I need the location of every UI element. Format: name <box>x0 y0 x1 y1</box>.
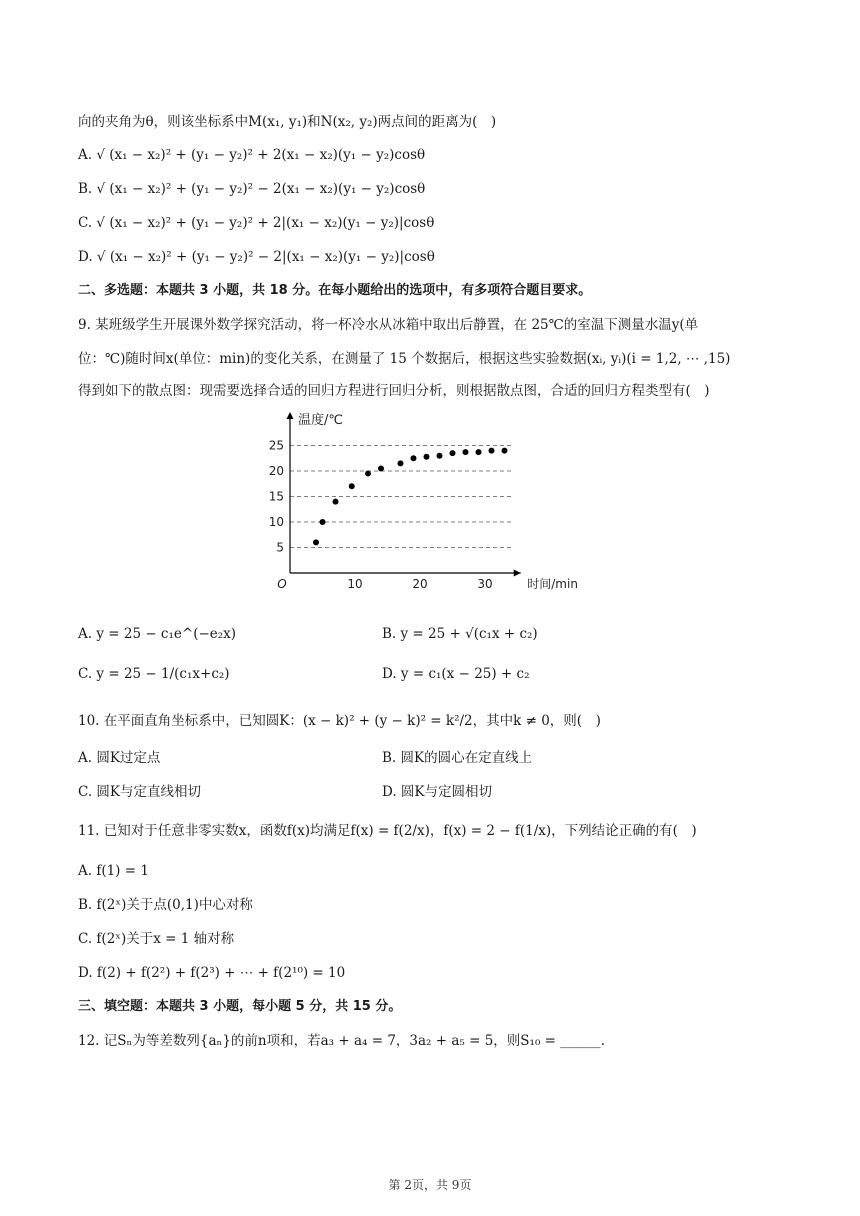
q9-option-b: B. y = 25 + √(c₁x + c₂) <box>382 626 538 642</box>
x-axis-arrow-icon <box>514 570 521 577</box>
q11-option-c: C. f(2ˣ)关于x = 1 轴对称 <box>78 931 235 947</box>
q10-option-b: B. 圆K的圆心在定直线上 <box>382 750 533 766</box>
scatter-point <box>437 453 443 459</box>
q9-line-1: 9. 某班级学生开展课外数学探究活动，将一杯冷水从冰箱中取出后静置，在 25℃的室温下测量水温y(单 <box>78 317 699 333</box>
q9-option-c: C. y = 25 − 1/(c₁x+c₂) <box>78 666 230 682</box>
section-3-heading: 三、填空题：本题共 3 小题，每小题 5 分，共 15 分。 <box>78 999 402 1014</box>
q8-option-a: A. √ (x₁ − x₂)² + (y₁ − y₂)² + 2(x₁ − x₂)(y₁ − y₂)cosθ <box>78 147 426 163</box>
q9-option-d: D. y = c₁(x − 25) + c₂ <box>382 666 530 682</box>
y-tick-label: 5 <box>276 540 284 555</box>
q8-stem-tail: 向的夹角为θ，则该坐标系中M(x₁, y₁)和N(x₂, y₂)两点间的距离为( ) <box>78 114 497 130</box>
scatter-point <box>398 460 404 466</box>
x-tick-label: 30 <box>477 577 493 591</box>
origin-label: O <box>277 577 287 591</box>
scatter-point <box>450 450 456 456</box>
q8-option-b: B. √ (x₁ − x₂)² + (y₁ − y₂)² − 2(x₁ − x₂)(y₁ − y₂)cosθ <box>78 181 426 197</box>
y-tick-label: 20 <box>268 464 284 478</box>
y-tick-label: 10 <box>268 515 284 529</box>
q10-option-a: A. 圆K过定点 <box>78 750 161 766</box>
scatter-point <box>333 499 339 505</box>
y-tick-label: 15 <box>268 489 284 504</box>
scatter-point <box>349 483 355 489</box>
y-axis-arrow-icon <box>287 412 294 419</box>
q11-option-b: B. f(2ˣ)关于点(0,1)中心对称 <box>78 897 253 913</box>
q9-line-3: 得到如下的散点图：现需要选择合适的回归方程进行回归分析，则根据散点图，合适的回归方程类型有( ) <box>78 383 710 399</box>
scatter-point <box>313 539 319 545</box>
y-axis-label: 温度/℃ <box>298 413 343 428</box>
q10-option-d: D. 圆K与定圆相切 <box>382 784 493 800</box>
x-tick-label: 10 <box>347 577 363 591</box>
q8-option-d: D. √ (x₁ − x₂)² + (y₁ − y₂)² − 2|(x₁ − x₂)(y₁ − y₂)|cosθ <box>78 249 435 265</box>
q11-stem: 11. 已知对于任意非零实数x，函数f(x)均满足f(x) = f(2/x)，f(x) = 2 − f(1/x)，下列结论正确的有( ) <box>78 823 697 839</box>
q11-option-a: A. f(1) = 1 <box>78 863 149 879</box>
scatter-point <box>476 449 482 455</box>
scatter-point <box>411 455 417 461</box>
q11-option-d: D. f(2) + f(2²) + f(2³) + ⋯ + f(2¹⁰) = 10 <box>78 965 346 981</box>
q9-line-2: 位：℃)随时间x(单位：min)的变化关系，在测量了 15 个数据后，根据这些实验数据(xᵢ, yᵢ)(i = 1,2, ⋯ ,15) <box>78 351 731 367</box>
scatter-point <box>378 465 384 471</box>
q8-option-c: C. √ (x₁ − x₂)² + (y₁ − y₂)² + 2|(x₁ − x₂)(y₁ − y₂)|cosθ <box>78 215 435 231</box>
q12-stem: 12. 记Sₙ为等差数列{aₙ}的前n项和，若a₃ + a₄ = 7，3a₂ + a₅ = 5，则S₁₀ = ______. <box>78 1033 606 1049</box>
q9-option-a: A. y = 25 − c₁e^(−e₂x) <box>78 626 237 642</box>
scatter-point <box>502 448 508 454</box>
scatter-point <box>489 448 495 454</box>
scatter-point <box>424 454 430 460</box>
scatter-point <box>463 449 469 455</box>
x-axis-label: 时间/min <box>527 577 578 591</box>
section-2-heading: 二、多选题：本题共 3 小题，共 18 分。在每小题给出的选项中，有多项符合题目要求。 <box>78 283 592 298</box>
q10-stem: 10. 在平面直角坐标系中，已知圆K：(x − k)² + (y − k)² = k²/2，其中k ≠ 0，则( ) <box>78 713 601 729</box>
q9-scatter-chart <box>260 408 600 608</box>
scatter-point <box>320 519 326 525</box>
q10-option-c: C. 圆K与定直线相切 <box>78 784 202 800</box>
x-tick-label: 20 <box>412 577 428 591</box>
page-footer: 第 2页，共 9页 <box>388 1178 472 1192</box>
scatter-point <box>365 471 371 477</box>
y-tick-label: 25 <box>268 438 284 453</box>
